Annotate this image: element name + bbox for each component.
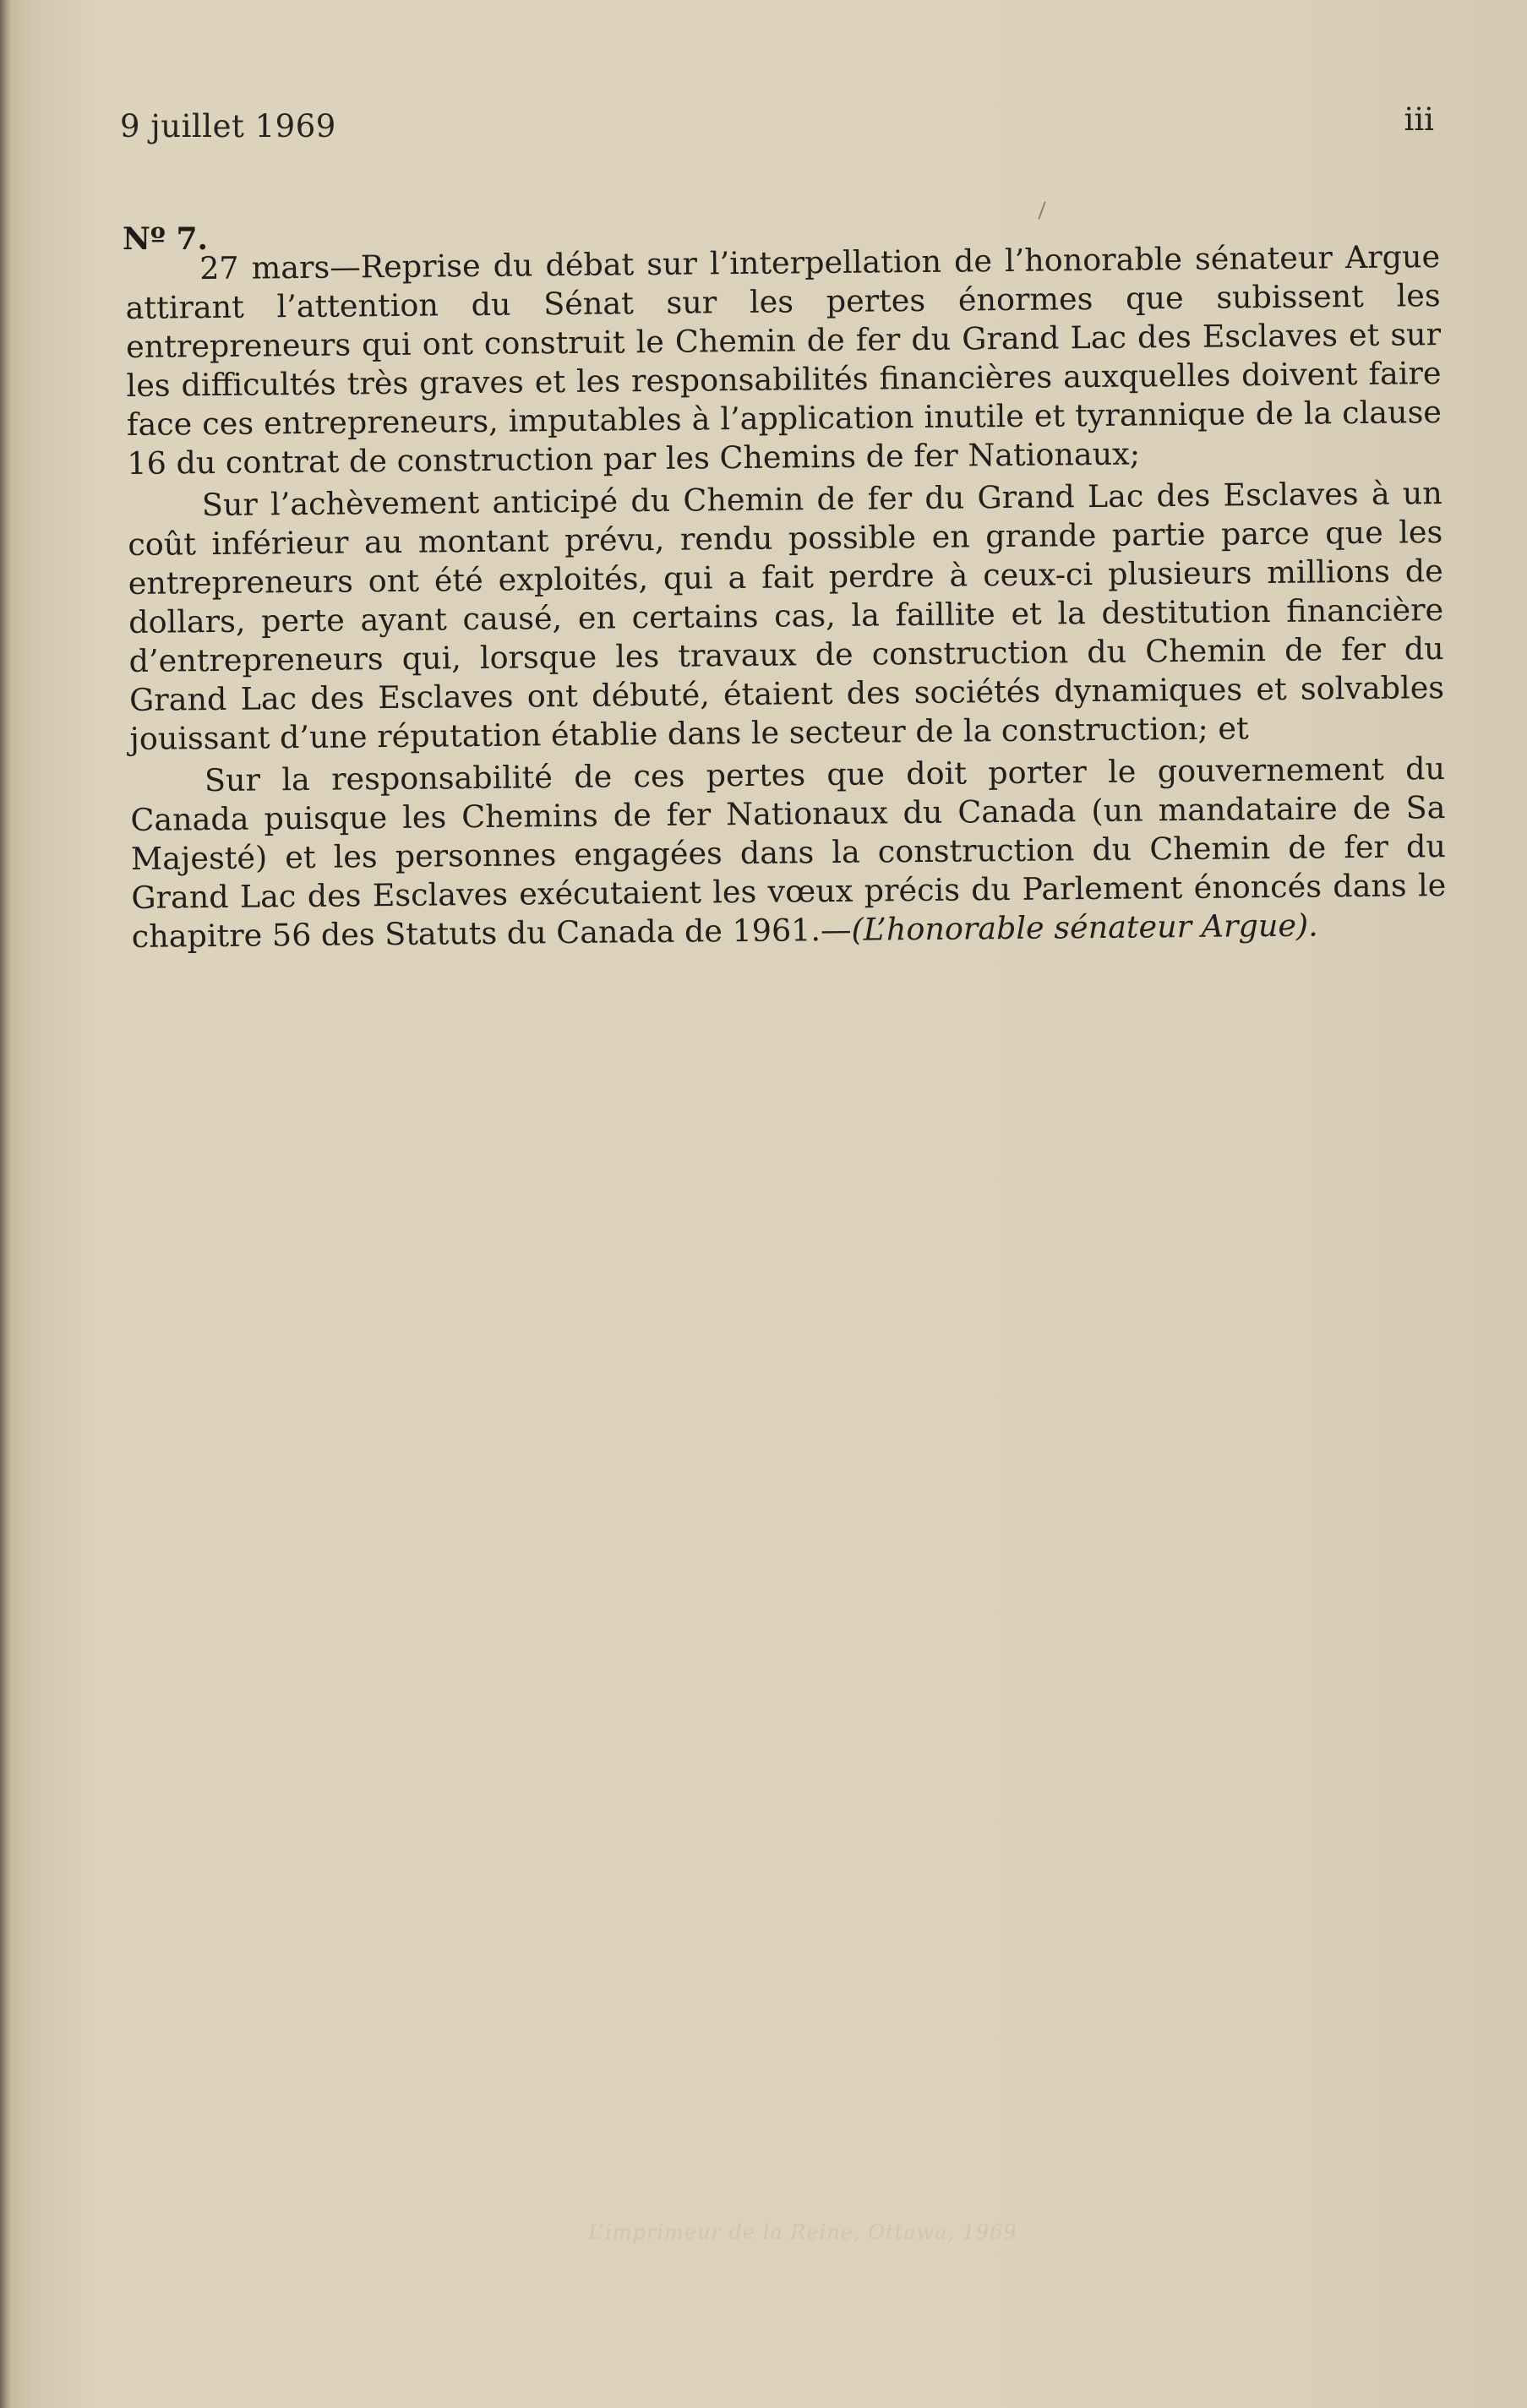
page-binding-edge <box>0 0 12 2408</box>
running-head <box>120 101 1434 159</box>
entry-attribution: (L’honorable sénateur Argue). <box>851 907 1318 948</box>
header-page-number: iii <box>1404 101 1434 138</box>
entry-number: Nº 7. <box>123 221 209 257</box>
entry-paragraph: 27 mars—Reprise du débat sur l’interpellation de l’honorable sénateur Argue attirant l’attention du Sénat sur les pertes énormes que subissent les entrepreneurs qui ont construit le Chemin de fer du Grand Lac des Esclaves et sur les difficultés très graves et les responsabilités financières auxquelles doivent faire face ces entrepreneurs, imputables à l’application inutile et tyrannique de la clause 16 du contrat de construction par les Chemins de fer Nationaux; <box>125 238 1442 482</box>
entry-paragraph-text: Sur la responsabilité de ces pertes que doit porter le gouvernement du Canada puisque les Chemins de fer Nationaux du Canada (un mandataire de Sa Majesté) et les personnes engagées dans la construction du Chemin de fer du Grand Lac des Esclaves exécutaient les vœux précis du Parlement énoncés dans le chapitre 56 des Statuts du Canada de 1961.— <box>130 750 1447 955</box>
entry-paragraph <box>130 749 1447 956</box>
stray-pen-mark <box>1038 201 1045 219</box>
entry-body <box>125 237 1447 960</box>
header-date: 9 juillet 1969 <box>120 108 336 144</box>
footer-imprint: L’imprimeur de la Reine, Ottawa, 1969 <box>588 2220 1017 2244</box>
entry-paragraph: Sur l’achèvement anticipé du Chemin de fer du Grand Lac des Esclaves à un coût inférieur au montant prévu, rendu possible en grande partie parce que les entrepreneurs ont été exploités, qui a fait perdre à ceux-ci plusieurs millions de dollars, perte ayant causé, en certains cas, la faillite et la destitution financière d’entrepreneurs qui, lorsque les travaux de construction du Chemin de fer du Grand Lac des Esclaves ont débuté, étaient des sociétés dynamiques et solvables jouissant d’une réputation établie dans le secteur de la construction; et <box>128 475 1445 757</box>
